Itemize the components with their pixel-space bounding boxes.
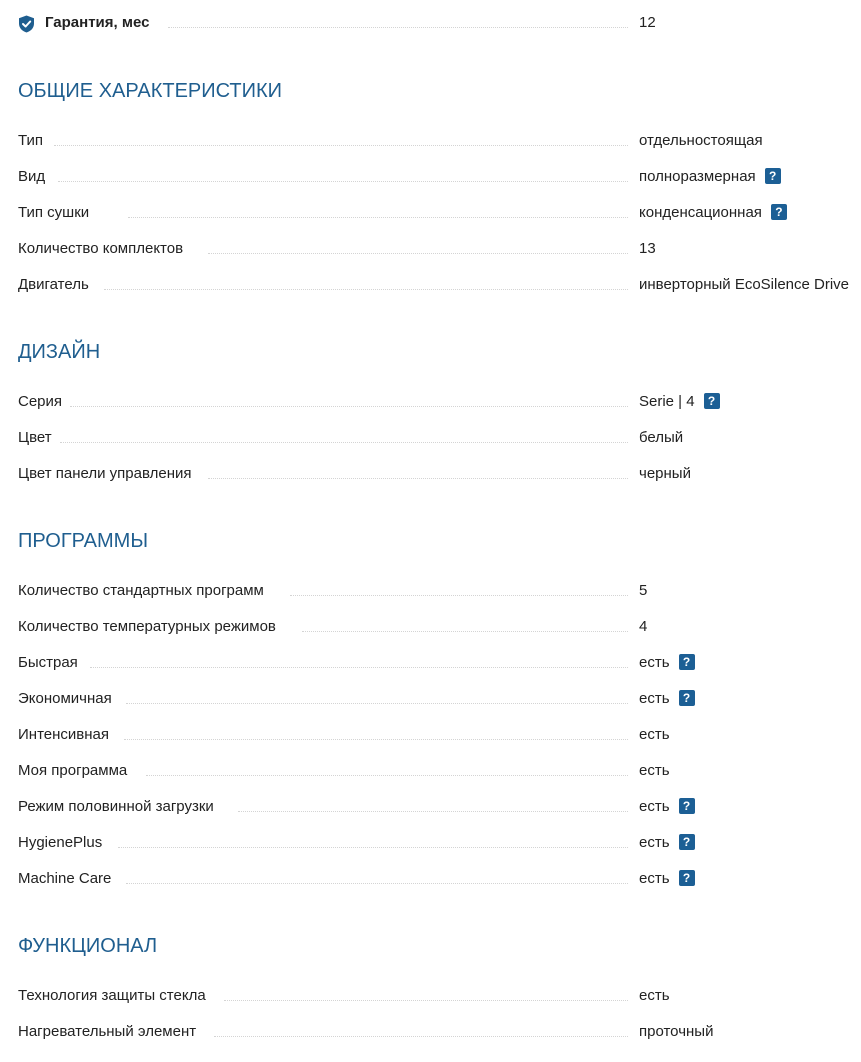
spec-value: есть xyxy=(639,726,670,743)
dotted-leader xyxy=(118,847,628,848)
spec-label: Моя программа xyxy=(18,760,131,782)
spec-value-text: есть xyxy=(639,834,670,851)
spec-label: Двигатель xyxy=(18,274,93,296)
help-icon[interactable]: ? xyxy=(704,393,720,409)
dotted-leader xyxy=(208,478,628,479)
spec-row-heating-element xyxy=(18,1021,861,1043)
dotted-leader xyxy=(124,739,628,740)
spec-row-hygieneplus xyxy=(18,832,861,854)
spec-row-glass-protection xyxy=(18,985,861,1007)
spec-row-temperature-modes xyxy=(18,616,861,638)
dotted-leader xyxy=(224,1000,628,1001)
spec-value xyxy=(639,832,695,854)
spec-value xyxy=(639,652,695,674)
spec-label: Количество температурных режимов xyxy=(18,616,280,638)
spec-label: Machine Care xyxy=(18,868,115,890)
help-icon[interactable]: ? xyxy=(679,834,695,850)
spec-row-kind xyxy=(18,166,861,188)
spec-label: Количество стандартных программ xyxy=(18,580,268,602)
dotted-leader xyxy=(58,181,628,182)
spec-row-drying-type xyxy=(18,202,861,224)
dotted-leader xyxy=(168,27,628,28)
spec-value: 13 xyxy=(639,240,656,257)
dotted-leader xyxy=(70,406,628,407)
dotted-leader xyxy=(146,775,628,776)
section-title-design: ДИЗАЙН xyxy=(18,341,101,363)
spec-row-quick xyxy=(18,652,861,674)
spec-row-warranty xyxy=(18,12,861,34)
help-icon[interactable]: ? xyxy=(765,168,781,184)
spec-value-text: есть xyxy=(639,798,670,815)
spec-row-intensive xyxy=(18,724,861,746)
spec-row-place-settings xyxy=(18,238,861,260)
spec-value xyxy=(639,202,787,224)
spec-value: есть xyxy=(639,762,670,779)
spec-row-machine-care xyxy=(18,868,861,890)
help-icon[interactable]: ? xyxy=(679,654,695,670)
dotted-leader xyxy=(238,811,628,812)
spec-label: Нагревательный элемент xyxy=(18,1021,200,1043)
spec-label: Количество комплектов xyxy=(18,238,187,260)
help-icon[interactable]: ? xyxy=(679,690,695,706)
dotted-leader xyxy=(126,883,628,884)
help-icon[interactable]: ? xyxy=(679,870,695,886)
spec-value: отдельностоящая xyxy=(639,132,763,149)
spec-value: черный xyxy=(639,465,691,482)
spec-value xyxy=(639,166,781,188)
spec-value xyxy=(639,391,720,413)
dotted-leader xyxy=(208,253,628,254)
dotted-leader xyxy=(104,289,628,290)
spec-value-text: конденсационная xyxy=(639,204,762,221)
spec-row-color xyxy=(18,427,861,449)
spec-row-panel-color xyxy=(18,463,861,485)
spec-label: Цвет xyxy=(18,427,56,449)
spec-label: Тип xyxy=(18,130,47,152)
dotted-leader xyxy=(290,595,628,596)
spec-value-text: есть xyxy=(639,654,670,671)
spec-value-text: полноразмерная xyxy=(639,168,756,185)
spec-value-text: есть xyxy=(639,690,670,707)
spec-label: Экономичная xyxy=(18,688,116,710)
spec-label: Гарантия, мес xyxy=(45,12,153,34)
spec-row-half-load xyxy=(18,796,861,818)
spec-label: Режим половинной загрузки xyxy=(18,796,218,818)
spec-row-series xyxy=(18,391,861,413)
spec-label: Тип сушки xyxy=(18,202,93,224)
dotted-leader xyxy=(214,1036,628,1037)
spec-row-my-program xyxy=(18,760,861,782)
shield-check-icon xyxy=(18,15,35,33)
dotted-leader xyxy=(54,145,628,146)
spec-row-standard-programs xyxy=(18,580,861,602)
spec-value: 4 xyxy=(639,618,648,635)
dotted-leader xyxy=(302,631,628,632)
section-title-functions: ФУНКЦИОНАЛ xyxy=(18,935,158,957)
spec-label: Цвет панели управления xyxy=(18,463,195,485)
dotted-leader xyxy=(126,703,628,704)
spec-value xyxy=(639,688,695,710)
spec-value: проточный xyxy=(639,1023,714,1040)
dotted-leader xyxy=(90,667,628,668)
help-icon[interactable]: ? xyxy=(771,204,787,220)
spec-value: белый xyxy=(639,429,684,446)
section-title-general: ОБЩИЕ ХАРАКТЕРИСТИКИ xyxy=(18,80,283,102)
spec-value: 5 xyxy=(639,582,648,599)
spec-label: HygienePlus xyxy=(18,832,106,854)
dotted-leader xyxy=(60,442,628,443)
spec-label: Вид xyxy=(18,166,49,188)
spec-label: Серия xyxy=(18,391,66,413)
spec-row-eco xyxy=(18,688,861,710)
dotted-leader xyxy=(128,217,628,218)
section-title-programs: ПРОГРАММЫ xyxy=(18,530,149,552)
spec-value-text: Serie | 4 xyxy=(639,393,695,410)
spec-value xyxy=(639,796,695,818)
spec-label: Технология защиты стекла xyxy=(18,985,210,1007)
spec-row-motor xyxy=(18,274,861,296)
spec-value: есть xyxy=(639,987,670,1004)
spec-value-text: есть xyxy=(639,870,670,887)
spec-label: Быстрая xyxy=(18,652,82,674)
spec-value xyxy=(639,868,695,890)
spec-value: инверторный EcoSilence Drive xyxy=(639,276,850,293)
spec-row-type xyxy=(18,130,861,152)
spec-label: Интенсивная xyxy=(18,724,113,746)
help-icon[interactable]: ? xyxy=(679,798,695,814)
spec-value: 12 xyxy=(639,14,656,31)
